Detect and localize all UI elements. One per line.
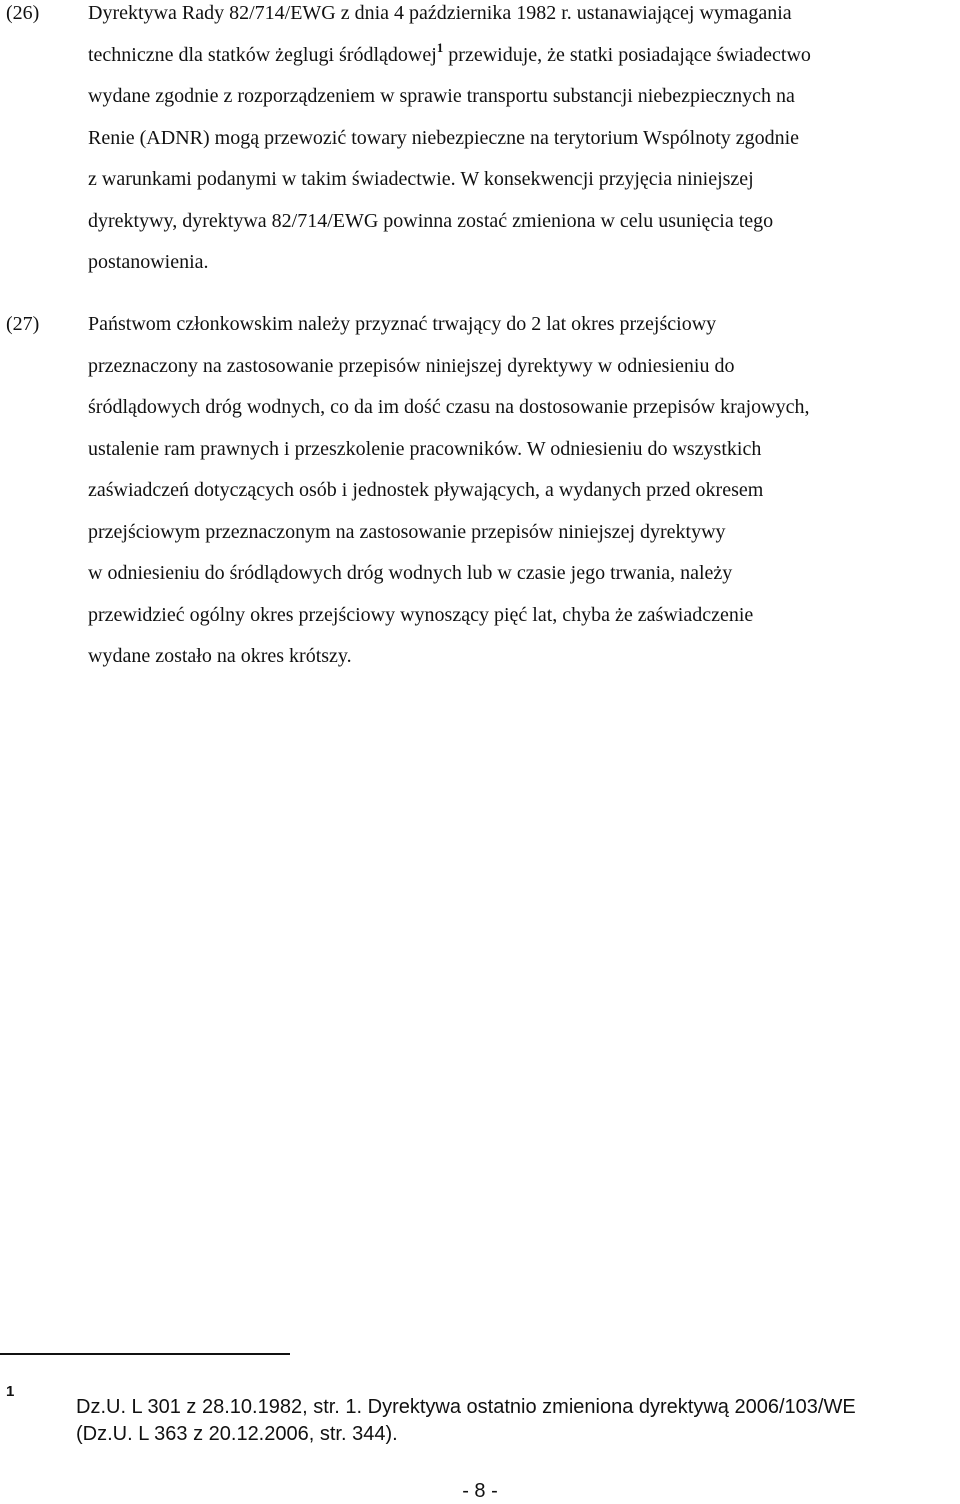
text-line: postanowienia. (88, 251, 209, 273)
text-line: w odniesieniu do śródlądowych dróg wodnych lub w czasie jego trwania, należy (88, 562, 733, 584)
footnote-line: Dz.U. L 301 z 28.10.1982, str. 1. Dyrektywa ostatnio zmieniona dyrektywą 2006/103/WE (76, 1396, 856, 1418)
text-line: z warunkami podanymi w takim świadectwie. W konsekwencji przyjęcia niniejszej (88, 168, 754, 190)
text-line: Renie (ADNR) mogą przewozić towary niebezpieczne na terytorium Wspólnoty zgodnie (88, 126, 800, 149)
footnote-line: (Dz.U. L 363 z 20.12.2006, str. 344). (76, 1423, 398, 1445)
footnote-reference[interactable]: 1 (436, 39, 444, 55)
text-line: Dyrektywa Rady 82/714/EWG z dnia 4 października 1982 r. ustanawiającej wymagania (88, 2, 792, 24)
footnote-mark: 1 (6, 1383, 15, 1400)
footnote-text (76, 1394, 956, 1448)
text-line: przejściowym przeznaczonym na zastosowanie przepisów niniejszej dyrektywy (88, 520, 726, 543)
recital-number: (26) (6, 2, 40, 24)
text-line: wydane zgodnie z rozporządzeniem w sprawie transportu substancji niebezpiecznych na (88, 85, 795, 107)
text-line: dyrektywy, dyrektywa 82/714/EWG powinna zostać zmieniona w celu usunięcia tego (88, 209, 774, 232)
text-fragment: przewiduje, że statki posiadające świadectwo (448, 43, 811, 66)
page-number: - 8 - (462, 1480, 498, 1502)
recital-text (88, 0, 960, 284)
text-line-with-footnote (88, 35, 960, 77)
text-line: ustalenie ram prawnych i przeszkolenie pracowników. W odniesieniu do wszystkich (88, 437, 762, 460)
text-line: wydane zostało na okres krótszy. (88, 645, 352, 667)
footnote-separator (0, 1353, 290, 1355)
recital-text (88, 304, 960, 678)
text-line: przewidzieć ogólny okres przejściowy wynoszący pięć lat, chyba że zaświadczenie (88, 603, 754, 626)
text-fragment: techniczne dla statków żeglugi śródlądowej (88, 43, 437, 66)
text-line: Państwom członkowskim należy przyznać trwający do 2 lat okres przejściowy (88, 313, 717, 335)
text-line: zaświadczeń dotyczących osób i jednostek pływających, a wydanych przed okresem (88, 479, 764, 501)
recital-number: (27) (6, 313, 40, 335)
text-line: przeznaczony na zastosowanie przepisów niniejszej dyrektywy w odniesieniu do (88, 354, 735, 377)
text-line: śródlądowych dróg wodnych, co da im dość czasu na dostosowanie przepisów krajowych, (88, 396, 810, 418)
